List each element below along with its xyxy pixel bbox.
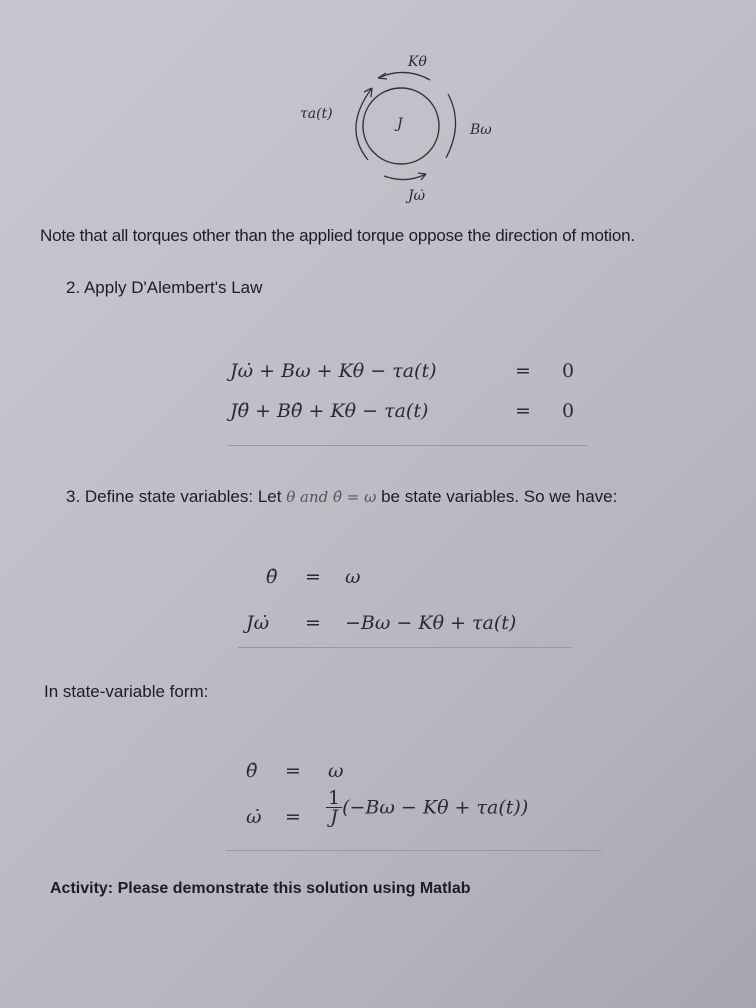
eq1-equals: = xyxy=(515,360,531,382)
fraction-denominator: J xyxy=(330,806,338,828)
dalembert-eq2 xyxy=(230,400,428,422)
sf-eq1-equals: = xyxy=(285,760,301,782)
sf-eq2-equals: = xyxy=(285,806,301,828)
s3-eq2-lhs: Jω̇ xyxy=(246,612,270,634)
eq2-rhs: 0 xyxy=(562,400,575,422)
eq2-lhs: Jθ̈ + Bθ̇ + Kθ − τa(t) xyxy=(230,400,429,422)
step3-heading-post: be state variables. So we have: xyxy=(381,487,618,506)
note-text: Note that all torques other than the applied torque oppose the direction of motion. xyxy=(40,226,635,245)
step2-divider xyxy=(228,445,588,446)
eq1-lhs: Jω̇ + Bω + Kθ − τa(t) xyxy=(230,360,437,382)
j-omega-dot-label: Jω̇ xyxy=(408,188,426,204)
fraction-numerator: 1 xyxy=(328,787,341,809)
s3-eq1-lhs: θ̇ xyxy=(266,566,278,588)
s3-eq2-equals: = xyxy=(305,612,321,634)
s3-eq1-equals: = xyxy=(305,566,321,588)
sf-eq1-lhs: θ̇ xyxy=(246,760,258,782)
k-theta-label: Kθ xyxy=(408,54,427,70)
step3-heading-pre: 3. Define state variables: Let xyxy=(66,487,282,506)
tau-label: τa(t) xyxy=(300,106,333,122)
sf-eq2-lhs: ω̇ xyxy=(246,806,262,828)
eq1-rhs: 0 xyxy=(562,360,575,382)
b-omega-label: Bω xyxy=(470,122,492,138)
step3-heading-math: θ and θ̇ = ω xyxy=(286,488,377,506)
s3-eq1-rhs: ω xyxy=(345,566,361,588)
step2-heading: 2. Apply D'Alembert's Law xyxy=(66,278,263,297)
step3-divider xyxy=(238,647,572,648)
state-form-divider xyxy=(226,850,602,851)
s3-eq2-rhs: −Bω − Kθ + τa(t) xyxy=(345,612,517,634)
sf-eq1-rhs: ω xyxy=(328,760,344,782)
sf-eq2-rhs: (−Bω − Kθ + τa(t)) xyxy=(342,796,529,819)
sf-eq2-rhs-group xyxy=(326,789,528,826)
inertia-label: J xyxy=(397,116,403,132)
one-over-j-fraction xyxy=(326,789,342,826)
activity-text: Activity: Please demonstrate this solution using Matlab xyxy=(50,880,471,897)
state-form-heading: In state-variable form: xyxy=(44,682,209,701)
eq2-equals: = xyxy=(515,400,531,422)
torque-diagram xyxy=(280,50,510,210)
dalembert-eq1 xyxy=(230,360,437,382)
step3-heading xyxy=(66,487,617,507)
